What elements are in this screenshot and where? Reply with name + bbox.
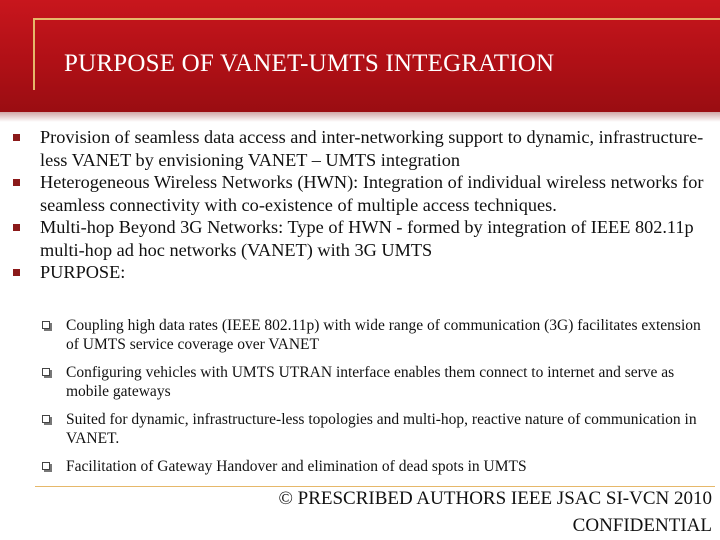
- bullet-text: Multi-hop Beyond 3G Networks: Type of HWN - formed by integration of IEEE 802.11p multi-hop ad hoc networks (VANET) with 3G UMTS: [40, 217, 694, 260]
- footer-copyright: © PRESCRIBED AUTHORS IEEE JSAC SI-VCN 2010: [278, 488, 712, 509]
- sub-bullet-item: [0, 410, 720, 448]
- bullet-item: [0, 261, 720, 284]
- sub-bullet-item: [0, 316, 720, 354]
- bullet-item: [0, 126, 720, 171]
- square-bullet-icon: [13, 179, 20, 186]
- sub-bullet-text: Suited for dynamic, infrastructure-less topologies and multi-hop, reactive nature of communication in VANET.: [66, 411, 697, 447]
- box-bullet-icon: [42, 415, 50, 423]
- bullet-text: PURPOSE:: [40, 262, 126, 282]
- bullet-item: [0, 216, 720, 261]
- bullet-item: [0, 171, 720, 216]
- sub-bullet-text: Facilitation of Gateway Handover and elimination of dead spots in UMTS: [66, 458, 527, 475]
- box-bullet-icon: [42, 462, 50, 470]
- box-bullet-icon: [42, 368, 50, 376]
- footer-divider: [35, 486, 715, 487]
- square-bullet-icon: [13, 134, 20, 141]
- banner-shadow: [0, 112, 720, 122]
- slide-title: PURPOSE OF VANET-UMTS INTEGRATION: [64, 50, 555, 77]
- footer-confidential: CONFIDENTIAL: [572, 515, 712, 536]
- sub-bullet-text: Configuring vehicles with UMTS UTRAN interface enables them connect to internet and serve as mobile gateways: [66, 364, 675, 400]
- square-bullet-icon: [13, 269, 20, 276]
- bullet-text: Provision of seamless data access and inter-networking support to dynamic, infrastructure-less VANET by envisioning VANET – UMTS integration: [40, 127, 704, 170]
- bullet-list: [0, 126, 720, 284]
- sub-bullet-item: [0, 363, 720, 401]
- square-bullet-icon: [13, 224, 20, 231]
- sub-bullet-list: [0, 316, 720, 485]
- sub-bullet-item: [0, 457, 720, 476]
- frame-line-top: [33, 18, 720, 20]
- bullet-text: Heterogeneous Wireless Networks (HWN): Integration of individual wireless networks for seamless connectivity with co-existence of multiple access techniques.: [40, 172, 704, 215]
- box-bullet-icon: [42, 321, 50, 329]
- frame-line-left: [33, 18, 35, 90]
- sub-bullet-text: Coupling high data rates (IEEE 802.11p) with wide range of communication (3G) facilitates extension of UMTS service coverage over VANET: [66, 317, 701, 353]
